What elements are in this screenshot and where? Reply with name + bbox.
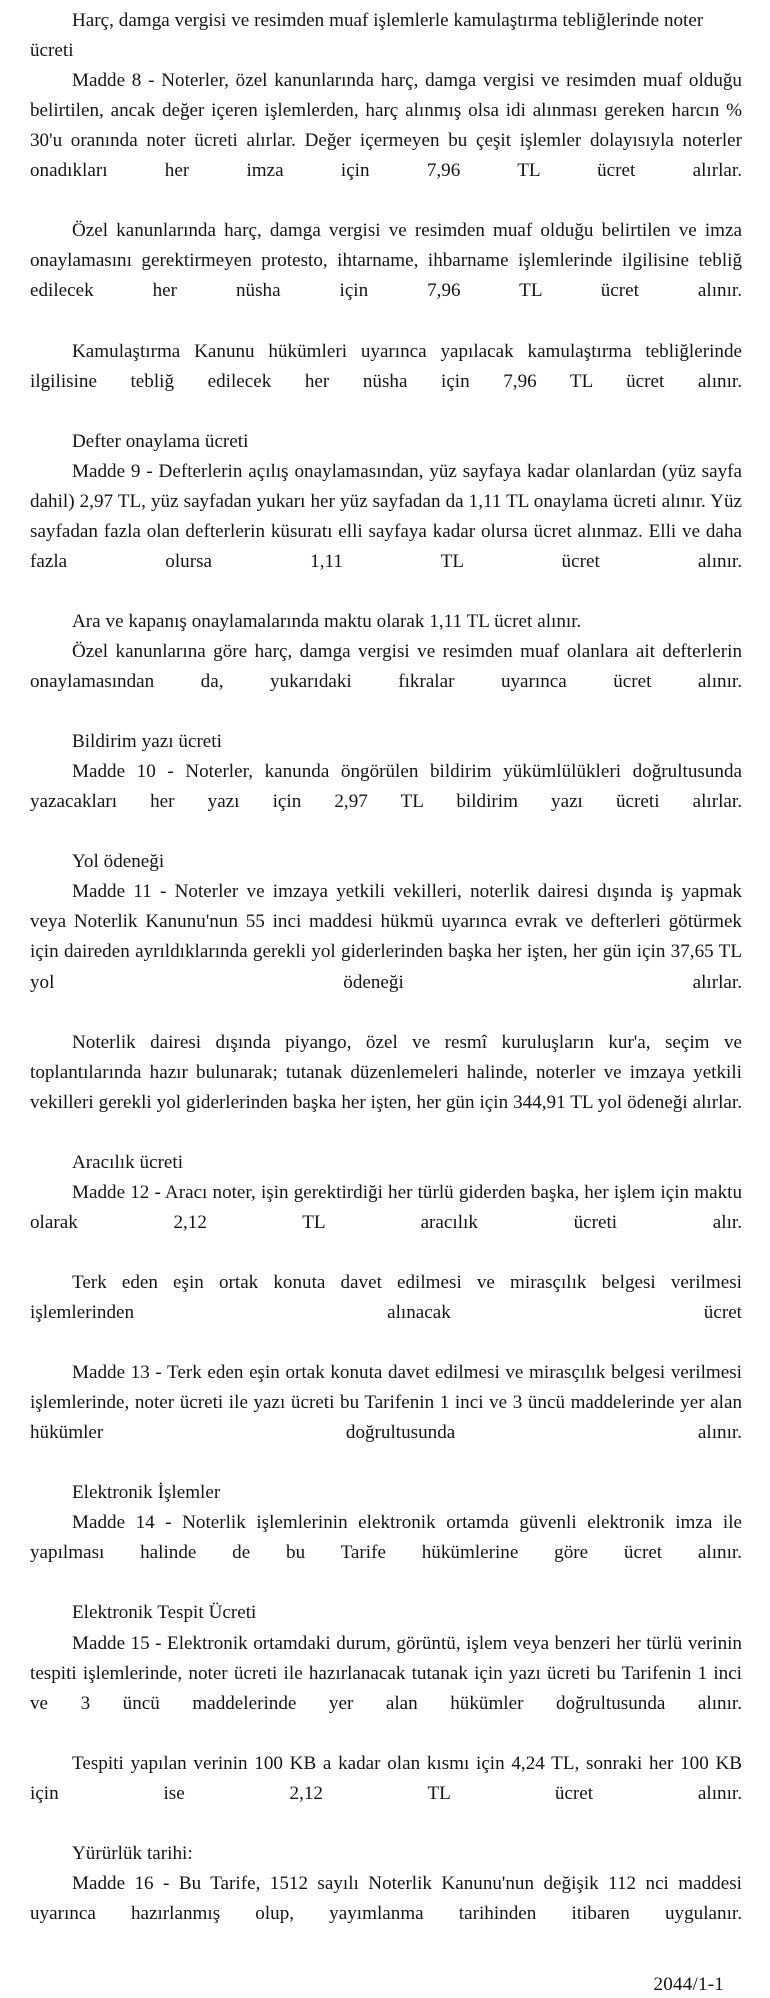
paragraph-madde-8-fikra-2: Özel kanunlarında harç, damga vergisi ve resimden muaf olduğu belirtilen ve imza onaylamasını gerektirmeyen protesto, ihtarname, ihbarname işlemlerinde ilgilisine tebliğ edilecek her nüsha için 7,96 TL ücret alınır. (30, 220, 742, 302)
article-madde-12: Madde 12 - Aracı noter, işin gerektirdiği her türlü giderden başka, her işlem için maktu olarak 2,12 TL aracılık ücreti alır. (30, 1181, 742, 1233)
section-heading-noter-ucreti: Harç, damga vergisi ve resimden muaf işlemlerle kamulaştırma tebliğlerinde noter ücreti (30, 10, 704, 62)
article-madde-16: Madde 16 - Bu Tarife, 1512 sayılı Noterlik Kanunu'nun değişik 112 nci maddesi uyarınca hazırlanmış olup, yayımlanma tarihinden itibaren uygulanır. (30, 1872, 742, 1924)
footer-reference-number: 2044/1-1 (653, 1974, 724, 1996)
section-heading-terk-eden-es-ucreti: Terk eden eşin ortak konuta davet edilmesi ve mirasçılık belgesi verilmesi işlemlerinden alınacak ücret (30, 1271, 742, 1324)
paragraph-madde-11-fikra-2: Noterlik dairesi dışında piyango, özel ve resmî kuruluşların kur'a, seçim ve toplantılarında hazır bulunarak; tutanak düzenlemeleri halinde, noterler ve imzaya yetkili vekilleri gerekli yol giderlerinden başka her işten, her gün için 344,91 TL yol ödeneği alırlar. (30, 1031, 742, 1113)
article-madde-8: Madde 8 - Noterler, özel kanunlarında harç, damga vergisi ve resimden muaf olduğu belirtilen, ancak değer içeren işlemlerden, harç alınmış olsa idi alınması gereken harcın % 30'u oranında noter ücreti alırlar. Değer içermeyen bu çeşit işlemler dolayısıyla noterler onadıkları her imza için 7,96 TL ücret alırlar. (30, 70, 742, 182)
paragraph-madde-9-fikra-2: Ara ve kapanış onaylamalarında maktu olarak 1,11 TL ücret alınır. (72, 610, 582, 632)
article-madde-10: Madde 10 - Noterler, kanunda öngörülen bildirim yükümlülükleri doğrultusunda yazacakları her yazı için 2,97 TL bildirim yazı ücreti alırlar. (30, 761, 742, 813)
section-heading-yururluk-tarihi: Yürürlük tarihi: (72, 1842, 193, 1864)
article-madde-11: Madde 11 - Noterler ve imzaya yetkili vekilleri, noterlik dairesi dışında iş yapmak veya Noterlik Kanunu'nun 55 inci maddesi hükmü uyarınca evrak ve defterleri götürmek için daireden ayrıldıklarında gerekli yol giderlerinden başka her işten, her gün için 37,65 TL yol ödeneği alırlar. (30, 881, 742, 993)
section-heading-defter-onaylama-ucreti: Defter onaylama ücreti (72, 430, 249, 452)
paragraph-madde-9-fikra-3: Özel kanunlarına göre harç, damga vergisi ve resimden muaf olanlara ait defterlerin onaylamasından da, yukarıdaki fıkralar uyarınca ücret alınır. (30, 640, 742, 693)
section-heading-yol-odenegi: Yol ödeneği (72, 851, 165, 873)
article-madde-15: Madde 15 - Elektronik ortamdaki durum, görüntü, işlem veya benzeri her türlü verinin tespiti işlemlerinde, noter ücreti ile hazırlanacak tutanak için yazı ücreti bu Tarifenin 1 inci ve 3 üncü maddelerinde yer alan hükümler doğrultusunda alınır. (30, 1632, 742, 1714)
section-heading-elektronik-islemler: Elektronik İşlemler (72, 1482, 221, 1504)
paragraph-madde-8-fikra-3: Kamulaştırma Kanunu hükümleri uyarınca yapılacak kamulaştırma tebliğlerinde ilgilisine tebliğ edilecek her nüsha için 7,96 TL ücret alınır. (30, 340, 742, 392)
article-madde-14: Madde 14 - Noterlik işlemlerinin elektronik ortamda güvenli elektronik imza ile yapılması halinde de bu Tarife hükümlerine göre ücret alınır. (30, 1512, 742, 1564)
section-heading-elektronik-tespit-ucreti: Elektronik Tespit Ücreti (72, 1602, 257, 1624)
section-heading-bildirim-yazi-ucreti: Bildirim yazı ücreti (72, 731, 222, 753)
paragraph-madde-15-fikra-2: Tespiti yapılan verinin 100 KB a kadar olan kısmı için 4,24 TL, sonraki her 100 KB için ise 2,12 TL ücret alınır. (30, 1752, 742, 1804)
article-madde-9: Madde 9 - Defterlerin açılış onaylamasından, yüz sayfaya kadar olanlardan (yüz sayfa dahil) 2,97 TL, yüz sayfadan yukarı her yüz sayfadan da 1,11 TL onaylama ücreti alınır. Yüz sayfadan fazla olan defterlerin küsuratı elli sayfaya kadar olursa ücret alınmaz. Elli ve daha fazla olursa 1,11 TL ücret alınır. (30, 460, 742, 572)
section-heading-aracilik-ucreti: Aracılık ücreti (72, 1151, 184, 1173)
article-madde-13: Madde 13 - Terk eden eşin ortak konuta davet edilmesi ve mirasçılık belgesi verilmesi işlemlerinde, noter ücreti ile yazı ücreti bu Tarifenin 1 inci ve 3 üncü maddelerinde yer alan hükümler doğrultusunda alınır. (30, 1362, 742, 1444)
document-text-body (30, 6, 742, 1998)
